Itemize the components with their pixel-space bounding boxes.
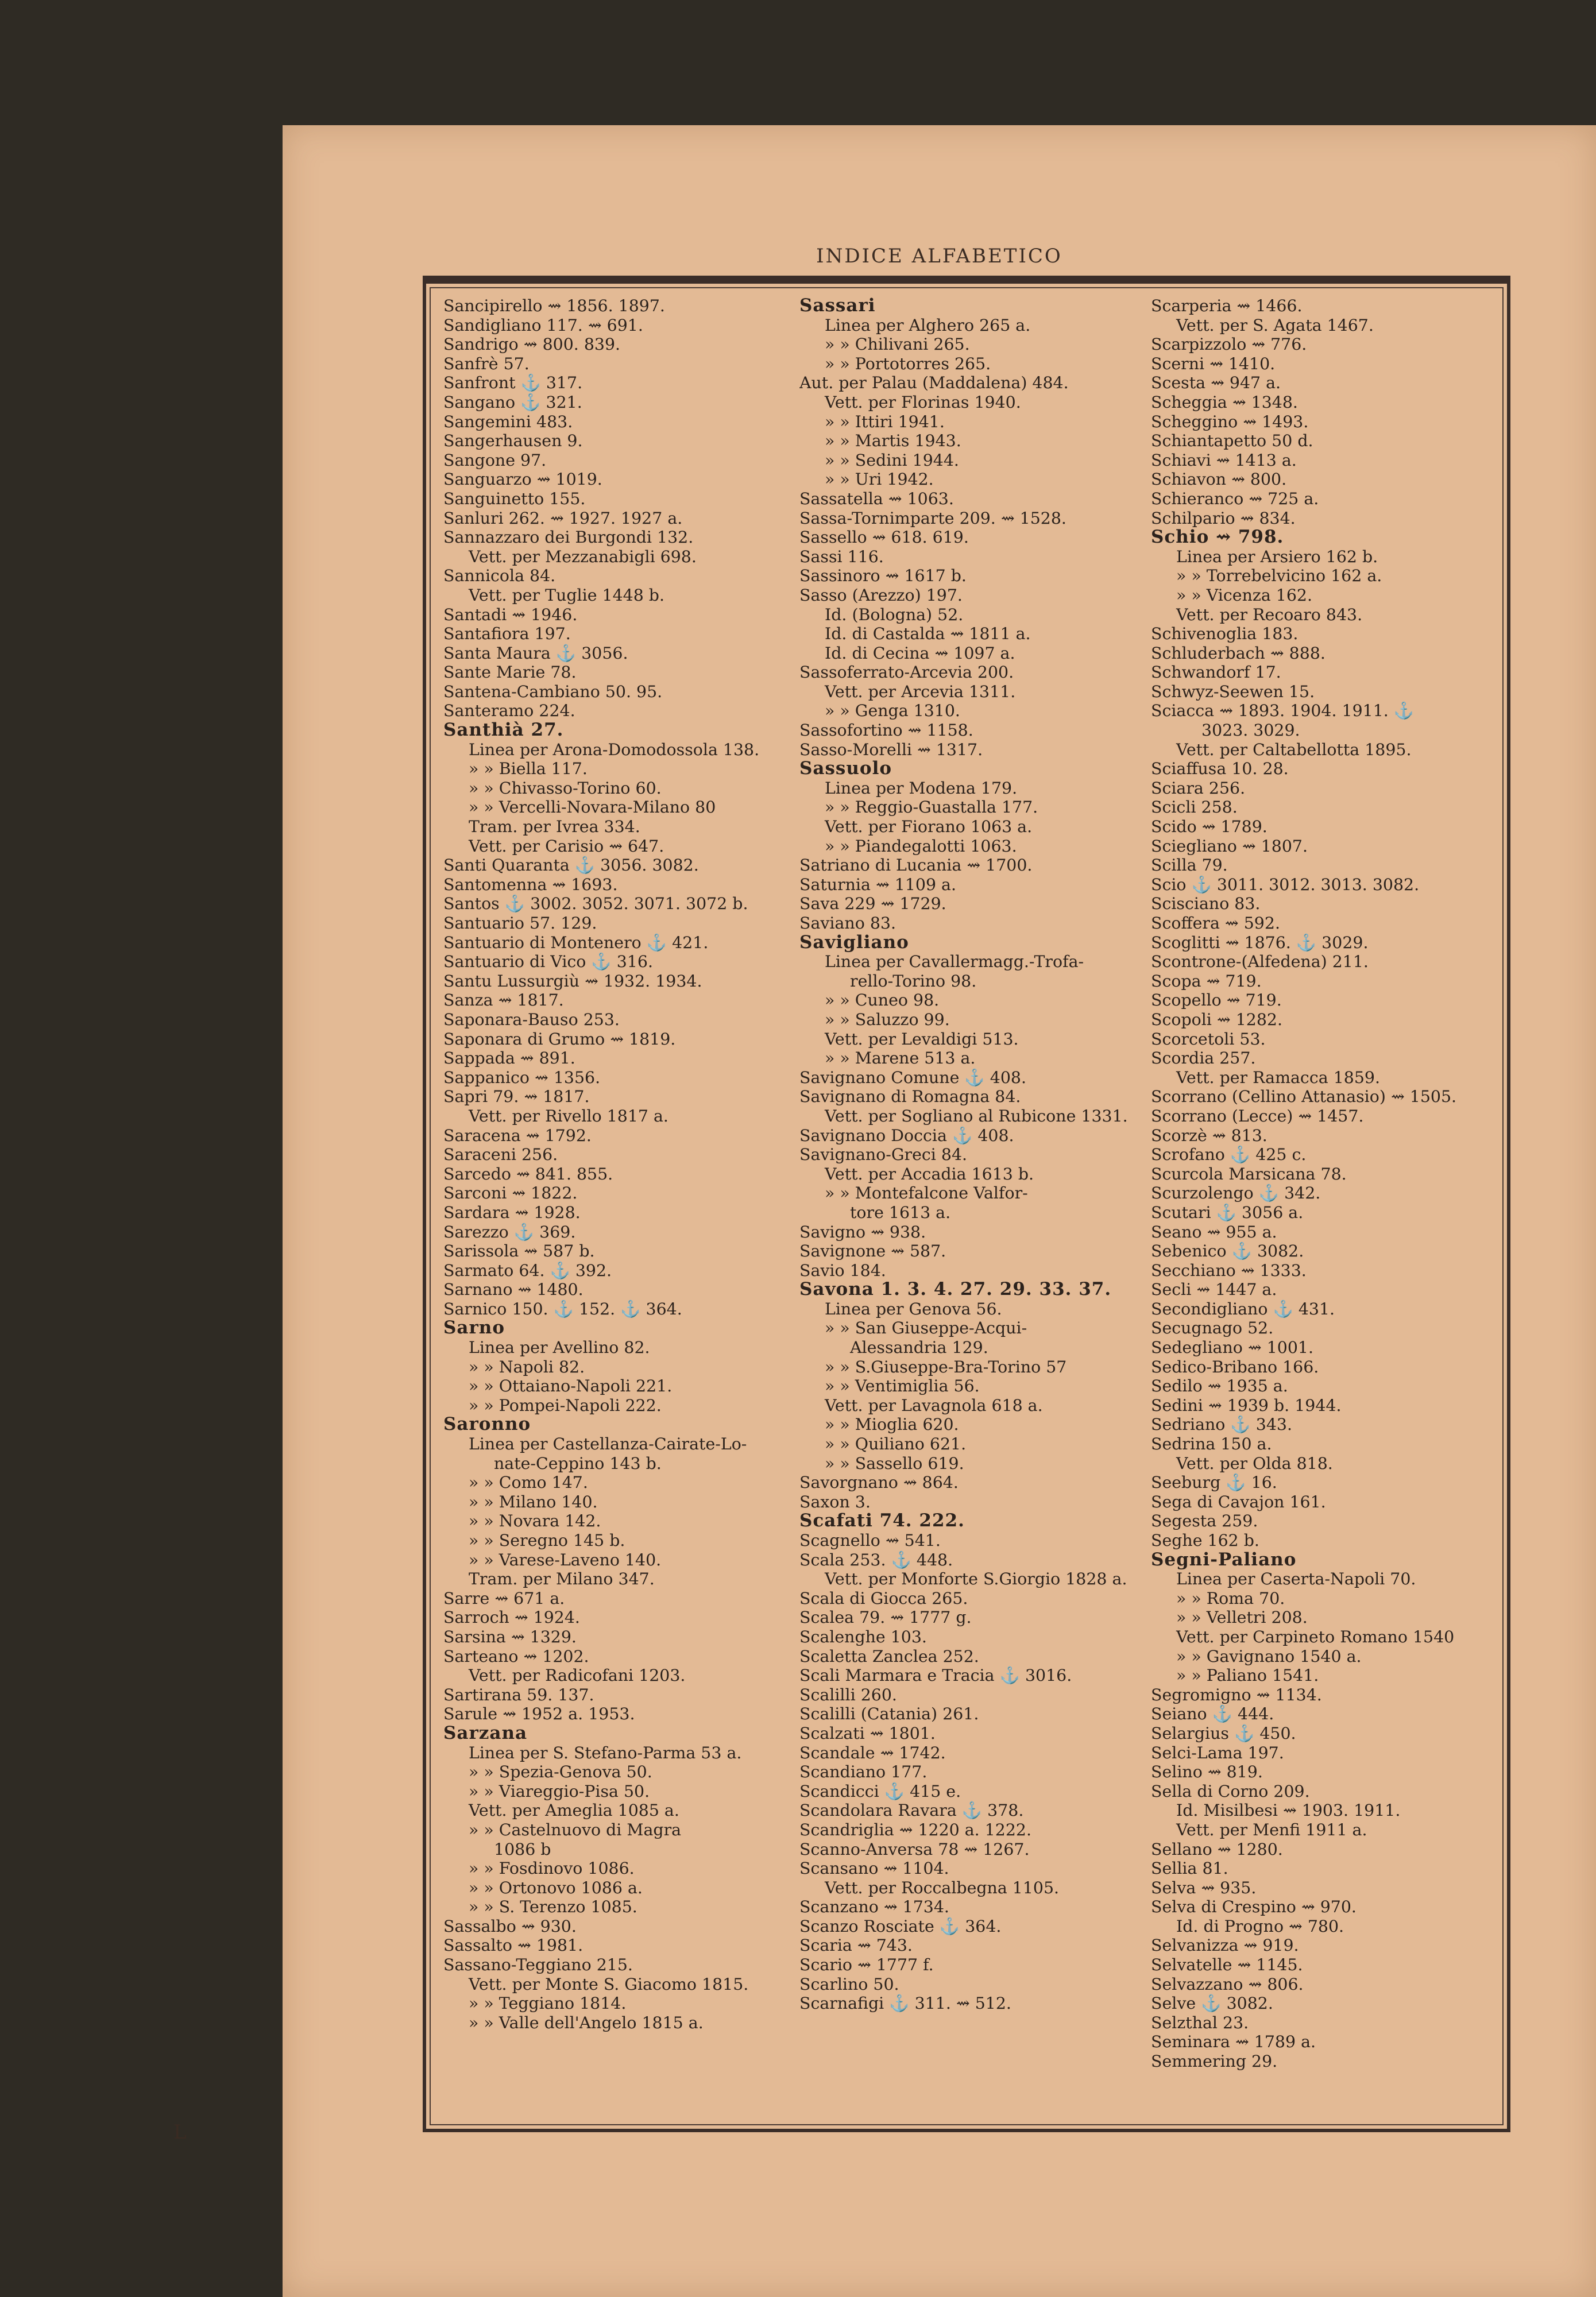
index-entry: Saturnia ⇝ 1109 a.	[799, 875, 956, 894]
index-entry: Scandolara Ravara ⚓ 378.	[799, 1801, 1024, 1820]
index-entry: Santuario di Vico ⚓ 316.	[443, 952, 654, 972]
index-entry: Id. (Bologna) 52.	[825, 605, 964, 624]
index-entry: Sarno	[443, 1318, 505, 1339]
index-entry: Scopoli ⇝ 1282.	[1151, 1010, 1282, 1029]
index-entry: Scicli 258.	[1151, 798, 1238, 817]
index-entry: Sardara ⇝ 1928.	[443, 1202, 581, 1222]
index-entry: » » Uri 1942.	[825, 470, 934, 489]
index-entry: » » Martis 1943.	[825, 431, 961, 451]
index-entry: Scaletta Zanclea 252.	[799, 1646, 979, 1666]
index-entry: Sedegliano ⇝ 1001.	[1151, 1338, 1313, 1358]
index-entry: Santi Quaranta ⚓ 3056. 3082.	[443, 856, 699, 875]
index-entry: Segni-Paliano	[1151, 1550, 1297, 1570]
index-entry: » » Montefalcone Valfor-	[825, 1184, 1028, 1203]
index-entry: Selvanizza ⇝ 919.	[1151, 1936, 1299, 1955]
index-entry: Sarnano ⇝ 1480.	[443, 1280, 583, 1300]
index-entry: Linea per Modena 179.	[825, 778, 1018, 798]
index-entry: Vett. per Mezzanabigli 698.	[469, 547, 697, 566]
index-entry: Linea per Arona-Domodossola 138.	[469, 740, 760, 759]
index-entry: nate-Ceppino 143 b.	[494, 1453, 662, 1473]
index-entry: » » Reggio-Guastalla 177.	[825, 798, 1038, 817]
index-entry: Santeramo 224.	[443, 701, 575, 721]
index-entry: Sarsina ⇝ 1329.	[443, 1627, 577, 1646]
index-entry: Scio ⚓ 3011. 3012. 3013. 3082.	[1151, 875, 1420, 894]
index-entry: Id. di Progno ⇝ 780.	[1176, 1916, 1344, 1936]
index-entry: Scrofano ⚓ 425 c.	[1151, 1145, 1307, 1165]
index-entry: Scoglitti ⇝ 1876. ⚓ 3029.	[1151, 933, 1369, 952]
index-entry: Savorgnano ⇝ 864.	[799, 1473, 959, 1492]
index-entry: Vett. per Tuglie 1448 b.	[469, 585, 664, 605]
index-entry: Sangemini 483.	[443, 412, 573, 431]
page-number: L	[173, 2121, 187, 2144]
index-entry: » » Chivasso-Torino 60.	[469, 778, 662, 798]
index-entry: Selzthal 23.	[1151, 2013, 1249, 2032]
index-entry: Scorrano (Cellino Attanasio) ⇝ 1505.	[1151, 1087, 1457, 1107]
index-entry: Sassoferrato-Arcevia 200.	[799, 663, 1014, 682]
index-entry: » » Novara 142.	[469, 1511, 601, 1531]
index-entry: rello-Torino 98.	[850, 971, 977, 991]
index-entry: Sandigliano 117. ⇝ 691.	[443, 315, 643, 335]
index-entry: Sassatella ⇝ 1063.	[799, 489, 954, 508]
index-entry: Sanfront ⚓ 317.	[443, 373, 583, 393]
index-entry: Scario ⇝ 1777 f.	[799, 1955, 934, 1975]
page-sheet	[283, 125, 1596, 2297]
index-entry: Selci-Lama 197.	[1151, 1743, 1284, 1762]
index-entry: Selino ⇝ 819.	[1151, 1762, 1263, 1782]
index-entry: Id. di Castalda ⇝ 1811 a.	[825, 624, 1031, 644]
index-entry: Secugnago 52.	[1151, 1318, 1274, 1338]
index-entry: Schiavon ⇝ 800.	[1151, 470, 1287, 489]
index-entry: Vett. per Roccalbegna 1105.	[825, 1878, 1060, 1897]
index-entry: Saponara-Bauso 253.	[443, 1010, 620, 1029]
index-entry: Sanluri 262. ⇝ 1927. 1927 a.	[443, 508, 683, 528]
index-entry: » » Castelnuovo di Magra	[469, 1820, 682, 1839]
index-entry: Saraceni 256.	[443, 1145, 558, 1165]
index-entry: Sedriano ⚓ 343.	[1151, 1415, 1292, 1434]
index-entry: Scerni ⇝ 1410.	[1151, 354, 1276, 373]
index-entry: Schwyz-Seewen 15.	[1151, 682, 1315, 701]
index-entry: » » Piandegalotti 1063.	[825, 836, 1017, 856]
index-entry: Vett. per S. Agata 1467.	[1176, 315, 1374, 335]
index-entry: Scilla 79.	[1151, 856, 1228, 875]
index-entry: Sappanico ⇝ 1356.	[443, 1068, 601, 1087]
index-entry: Savignano Doccia ⚓ 408.	[799, 1126, 1014, 1145]
index-entry: Scorrano (Lecce) ⇝ 1457.	[1151, 1106, 1364, 1126]
index-entry: Sarule ⇝ 1952 a. 1953.	[443, 1704, 635, 1724]
index-entry: Selva di Crespino ⇝ 970.	[1151, 1897, 1357, 1917]
index-entry: Sasso (Arezzo) 197.	[799, 585, 963, 605]
index-entry: 1086 b	[494, 1839, 551, 1859]
index-entry: Vett. per Ameglia 1085 a.	[469, 1801, 679, 1820]
index-entry: Scesta ⇝ 947 a.	[1151, 373, 1281, 393]
index-entry: Sarre ⇝ 671 a.	[443, 1588, 565, 1608]
index-entry: Alessandria 129.	[850, 1338, 988, 1358]
index-entry: Sangone 97.	[443, 450, 547, 470]
index-entry: Sciacca ⇝ 1893. 1904. 1911. ⚓	[1151, 701, 1415, 721]
index-entry: Secchiano ⇝ 1333.	[1151, 1260, 1307, 1280]
index-entry: Vett. per Monte S. Giacomo 1815.	[469, 1974, 749, 1994]
index-entry: Sassari	[799, 296, 876, 316]
index-entry: » » Chilivani 265.	[825, 335, 970, 354]
index-frame	[423, 276, 1510, 2132]
index-entry: Sartirana 59. 137.	[443, 1685, 594, 1704]
index-entry: Savio 184.	[799, 1260, 886, 1280]
index-entry: Santu Lussurgiù ⇝ 1932. 1934.	[443, 971, 702, 991]
index-entry: Seiano ⚓ 444.	[1151, 1704, 1274, 1724]
index-entry: Sarmato 64. ⚓ 392.	[443, 1260, 612, 1280]
index-entry: Sassalbo ⇝ 930.	[443, 1916, 577, 1936]
index-entry: Scheggia ⇝ 1348.	[1151, 392, 1298, 412]
index-entry: Sellia 81.	[1151, 1859, 1228, 1878]
index-entry: Scorzè ⇝ 813.	[1151, 1126, 1267, 1145]
index-entry: Savignano Comune ⚓ 408.	[799, 1068, 1027, 1087]
index-entry: Santomenna ⇝ 1693.	[443, 875, 618, 894]
index-entry: Vett. per Arcevia 1311.	[825, 682, 1016, 701]
index-entry: Sega di Cavajon 161.	[1151, 1492, 1326, 1511]
index-entry: » » Como 147.	[469, 1473, 588, 1492]
index-entry: Scurcola Marsicana 78.	[1151, 1164, 1347, 1184]
index-entry: Schluderbach ⇝ 888.	[1151, 643, 1326, 663]
index-entry: Vett. per Caltabellotta 1895.	[1176, 740, 1412, 759]
index-entry: Scanzo Rosciate ⚓ 364.	[799, 1916, 1002, 1936]
index-entry: » » Velletri 208.	[1176, 1608, 1308, 1627]
index-entry: » » Portotorres 265.	[825, 354, 991, 373]
index-entry: Scalea 79. ⇝ 1777 g.	[799, 1608, 972, 1627]
index-entry: Selve ⚓ 3082.	[1151, 1994, 1273, 2013]
index-entry: Vett. per Carisio ⇝ 647.	[469, 836, 664, 856]
index-entry: Scandriglia ⇝ 1220 a. 1222.	[799, 1820, 1032, 1839]
page-header: INDICE ALFABETICO	[816, 245, 1062, 268]
index-entry: Scansano ⇝ 1104.	[799, 1859, 949, 1878]
index-entry: Schilpario ⇝ 834.	[1151, 508, 1296, 528]
index-entry: Schio ⇝ 798.	[1151, 528, 1284, 547]
index-entry: Seeburg ⚓ 16.	[1151, 1473, 1277, 1492]
index-entry: » » Ottaiano-Napoli 221.	[469, 1376, 673, 1396]
index-entry: Sassofortino ⇝ 1158.	[799, 721, 973, 740]
index-entry: Scalenghe 103.	[799, 1627, 927, 1646]
index-entry: Santuario 57. 129.	[443, 914, 597, 933]
index-entry: Seghe 162 b.	[1151, 1531, 1259, 1550]
index-entry: Savignano-Greci 84.	[799, 1145, 968, 1165]
index-entry: Santuario di Montenero ⚓ 421.	[443, 933, 709, 952]
index-entry: » » Biella 117.	[469, 759, 588, 779]
index-entry: » » Ittiri 1941.	[825, 412, 945, 431]
index-entry: Sarezzo ⚓ 369.	[443, 1222, 576, 1242]
index-entry: Linea per Cavallermagg.-Trofa-	[825, 952, 1084, 972]
index-entry: Santena-Cambiano 50. 95.	[443, 682, 663, 701]
index-entry: Vett. per Fiorano 1063 a.	[825, 817, 1033, 837]
index-entry: Linea per Avellino 82.	[469, 1338, 650, 1358]
index-entry: Savigno ⇝ 938.	[799, 1222, 926, 1242]
index-entry: Scali Marmara e Tracia ⚓ 3016.	[799, 1666, 1072, 1685]
index-entry: Sandrigo ⇝ 800. 839.	[443, 335, 621, 354]
index-entry: » » S. Terenzo 1085.	[469, 1897, 637, 1917]
index-entry: Sarconi ⇝ 1822.	[443, 1184, 578, 1203]
index-entry: Saronno	[443, 1415, 531, 1435]
index-entry: Scarperia ⇝ 1466.	[1151, 296, 1303, 315]
index-entry: Vett. per Radicofani 1203.	[469, 1666, 686, 1685]
index-entry: » » Vercelli-Novara-Milano 80	[469, 798, 716, 817]
index-entry: Sedilo ⇝ 1935 a.	[1151, 1376, 1288, 1396]
index-entry: » » Spezia-Genova 50.	[469, 1762, 652, 1782]
index-entry: Savona 1. 3. 4. 27. 29. 33. 37.	[799, 1280, 1112, 1300]
index-entry: » » Napoli 82.	[469, 1357, 585, 1376]
index-entry: » » Milano 140.	[469, 1492, 598, 1511]
index-entry: Sellano ⇝ 1280.	[1151, 1839, 1283, 1859]
index-entry: Scorcetoli 53.	[1151, 1029, 1266, 1049]
index-entry: Sappada ⇝ 891.	[443, 1049, 575, 1068]
index-entry: Sassalto ⇝ 1981.	[443, 1936, 583, 1955]
index-entry: Scarnafigi ⚓ 311. ⇝ 512.	[799, 1994, 1011, 2013]
index-entry: Santafiora 197.	[443, 624, 571, 644]
index-entry: Sarzana	[443, 1723, 528, 1743]
index-entry: » » Roma 70.	[1176, 1588, 1285, 1608]
index-entry: Sante Marie 78.	[443, 663, 577, 682]
index-entry: Linea per Genova 56.	[825, 1299, 1002, 1318]
index-entry: » » Valle dell'Angelo 1815 a.	[469, 2013, 704, 2032]
index-entry: Sanguarzo ⇝ 1019.	[443, 470, 602, 489]
index-entry: Scontrone-(Alfedena) 211.	[1151, 952, 1369, 972]
index-entry: Santos ⚓ 3002. 3052. 3071. 3072 b.	[443, 894, 748, 914]
index-entry: » » San Giuseppe-Acqui-	[825, 1318, 1027, 1338]
index-entry: » » Ortonovo 1086 a.	[469, 1878, 643, 1897]
index-entry: Sassano-Teggiano 215.	[443, 1955, 633, 1975]
index-entry: » » Teggiano 1814.	[469, 1994, 627, 2013]
index-entry: Sarroch ⇝ 1924.	[443, 1608, 580, 1627]
index-entry: Scopello ⇝ 719.	[1151, 991, 1282, 1010]
index-entry: Scurzolengo ⚓ 342.	[1151, 1184, 1321, 1203]
index-entry: Linea per Alghero 265 a.	[825, 315, 1031, 335]
index-entry: Scutari ⚓ 3056 a.	[1151, 1202, 1304, 1222]
index-entry: » » Varese-Laveno 140.	[469, 1550, 662, 1569]
index-entry: Sebenico ⚓ 3082.	[1151, 1242, 1304, 1261]
index-entry: Schiantapetto 50 d.	[1151, 431, 1313, 451]
index-entry: Sassa-Tornimparte 209. ⇝ 1528.	[799, 508, 1066, 528]
index-entry: Sanfrè 57.	[443, 354, 530, 373]
index-entry: Scandiano 177.	[799, 1762, 928, 1782]
index-entry: Vett. per Accadia 1613 b.	[825, 1164, 1034, 1184]
index-entry: » » Quiliano 621.	[825, 1434, 967, 1454]
index-entry: Sciaffusa 10. 28.	[1151, 759, 1289, 779]
index-entry: Linea per Arsiero 162 b.	[1176, 547, 1378, 566]
index-entry: Scafati 74. 222.	[799, 1511, 965, 1531]
index-entry: Savignano di Romagna 84.	[799, 1087, 1021, 1107]
index-entry: Sassello ⇝ 618. 619.	[799, 528, 969, 547]
index-entry: Selvatelle ⇝ 1145.	[1151, 1955, 1303, 1975]
index-entry: Sciara 256.	[1151, 778, 1246, 798]
index-entry: Santhià 27.	[443, 721, 564, 740]
index-entry: Tram. per Milano 347.	[469, 1569, 655, 1589]
index-entry: » » Sassello 619.	[825, 1453, 964, 1473]
index-entry: Saxon 3.	[799, 1492, 871, 1511]
index-entry: Vett. per Rivello 1817 a.	[469, 1106, 668, 1126]
index-column-3	[1151, 296, 1495, 2071]
index-entry: Scala 253. ⚓ 448.	[799, 1550, 953, 1569]
index-entry: Linea per Caserta-Napoli 70.	[1176, 1569, 1416, 1589]
index-entry: » » Paliano 1541.	[1176, 1666, 1319, 1685]
index-entry: Sarnico 150. ⚓ 152. ⚓ 364.	[443, 1299, 682, 1318]
index-entry: » » Pompei-Napoli 222.	[469, 1395, 662, 1415]
index-entry: Sarcedo ⇝ 841. 855.	[443, 1164, 613, 1184]
index-entry: Scarlino 50.	[799, 1974, 899, 1994]
index-entry: Sella di Corno 209.	[1151, 1781, 1310, 1801]
index-entry: Vett. per Lavagnola 618 a.	[825, 1395, 1043, 1415]
index-entry: Semmering 29.	[1151, 2052, 1278, 2071]
index-entry: tore 1613 a.	[850, 1202, 951, 1222]
index-entry: Scandicci ⚓ 415 e.	[799, 1781, 961, 1801]
index-entry: Scalzati ⇝ 1801.	[799, 1723, 936, 1743]
index-entry: Schieranco ⇝ 725 a.	[1151, 489, 1319, 508]
index-entry: Schwandorf 17.	[1151, 663, 1281, 682]
index-entry: Sarteano ⇝ 1202.	[443, 1646, 589, 1666]
index-entry: » » Saluzzo 99.	[825, 1010, 950, 1029]
index-entry: Santadi ⇝ 1946.	[443, 605, 578, 624]
index-entry: » » Fosdinovo 1086.	[469, 1859, 635, 1878]
index-entry: Sava 229 ⇝ 1729.	[799, 894, 946, 914]
index-entry: Savigliano	[799, 933, 909, 953]
index-entry: 3023. 3029.	[1201, 721, 1300, 740]
index-entry: Scagnello ⇝ 541.	[799, 1531, 941, 1550]
index-entry: Scisciano 83.	[1151, 894, 1261, 914]
index-entry: Seano ⇝ 955 a.	[1151, 1222, 1277, 1242]
index-entry: Sedrina 150 a.	[1151, 1434, 1272, 1454]
index-entry: Satriano di Lucania ⇝ 1700.	[799, 856, 1033, 875]
index-entry: Id. di Cecina ⇝ 1097 a.	[825, 643, 1015, 663]
index-entry: Secli ⇝ 1447 a.	[1151, 1280, 1277, 1300]
index-entry: Sanza ⇝ 1817.	[443, 991, 564, 1010]
index-entry: Saviano 83.	[799, 914, 896, 933]
index-entry: » » Ventimiglia 56.	[825, 1376, 980, 1396]
index-entry: Sedini ⇝ 1939 b. 1944.	[1151, 1395, 1342, 1415]
index-entry: Sannazzaro dei Burgondi 132.	[443, 528, 694, 547]
index-entry: Sedico-Bribano 166.	[1151, 1357, 1319, 1376]
index-entry: Sciegliano ⇝ 1807.	[1151, 836, 1308, 856]
index-entry: Vett. per Sogliano al Rubicone 1331.	[825, 1106, 1128, 1126]
index-entry: Sanguinetto 155.	[443, 489, 586, 508]
index-entry: Vett. per Menfi 1911 a.	[1176, 1820, 1367, 1839]
index-column-2	[799, 296, 1144, 2013]
index-entry: » » Seregno 145 b.	[469, 1531, 625, 1550]
index-entry: Scarpizzolo ⇝ 776.	[1151, 335, 1307, 354]
index-entry: Segesta 259.	[1151, 1511, 1258, 1531]
index-entry: Sassinoro ⇝ 1617 b.	[799, 566, 967, 586]
index-entry: Sangerhausen 9.	[443, 431, 583, 451]
index-entry: Scalilli (Catania) 261.	[799, 1704, 979, 1724]
index-entry: Scoffera ⇝ 592.	[1151, 914, 1280, 933]
index-entry: Sancipirello ⇝ 1856. 1897.	[443, 296, 665, 315]
index-entry: Sangano ⚓ 321.	[443, 392, 582, 412]
index-entry: Linea per Castellanza-Cairate-Lo-	[469, 1434, 747, 1454]
index-entry: Selvazzano ⇝ 806.	[1151, 1974, 1304, 1994]
index-entry: Scaria ⇝ 743.	[799, 1936, 913, 1955]
index-entry: Linea per S. Stefano-Parma 53 a.	[469, 1743, 742, 1762]
index-entry: » » S.Giuseppe-Bra-Torino 57	[825, 1357, 1067, 1376]
index-entry: Vett. per Monforte S.Giorgio 1828 a.	[825, 1569, 1127, 1589]
index-entry: » » Mioglia 620.	[825, 1415, 959, 1434]
index-entry: Id. Misilbesi ⇝ 1903. 1911.	[1176, 1801, 1401, 1820]
index-entry: Scala di Giocca 265.	[799, 1588, 968, 1608]
index-entry: Sapri 79. ⇝ 1817.	[443, 1087, 590, 1107]
index-entry: Scanno-Anversa 78 ⇝ 1267.	[799, 1839, 1030, 1859]
index-entry: » » Viareggio-Pisa 50.	[469, 1781, 650, 1801]
index-entry: Santa Maura ⚓ 3056.	[443, 643, 628, 663]
index-entry: Schiavi ⇝ 1413 a.	[1151, 450, 1297, 470]
index-entry: Vett. per Ramacca 1859.	[1176, 1068, 1380, 1087]
index-entry: Tram. per Ivrea 334.	[469, 817, 640, 837]
index-entry: » » Genga 1310.	[825, 701, 960, 721]
index-entry: Sassuolo	[799, 759, 892, 779]
index-entry: » » Gavignano 1540 a.	[1176, 1646, 1362, 1666]
index-entry: Sasso-Morelli ⇝ 1317.	[799, 740, 983, 759]
index-entry: Secondigliano ⚓ 431.	[1151, 1299, 1335, 1318]
index-entry: Seminara ⇝ 1789 a.	[1151, 2032, 1316, 2052]
index-entry: Vett. per Olda 818.	[1176, 1453, 1333, 1473]
index-entry: » » Marene 513 a.	[825, 1049, 976, 1068]
index-entry: Scalilli 260.	[799, 1685, 897, 1704]
index-entry: » » Sedini 1944.	[825, 450, 959, 470]
index-entry: Scido ⇝ 1789.	[1151, 817, 1267, 837]
index-entry: Vett. per Levaldigi 513.	[825, 1029, 1019, 1049]
index-entry: Saponara di Grumo ⇝ 1819.	[443, 1029, 676, 1049]
index-entry: Scordia 257.	[1151, 1049, 1256, 1068]
index-entry: Vett. per Florinas 1940.	[825, 392, 1021, 412]
index-entry: Selargius ⚓ 450.	[1151, 1723, 1296, 1743]
index-entry: Scandale ⇝ 1742.	[799, 1743, 946, 1762]
index-entry: Selva ⇝ 935.	[1151, 1878, 1257, 1897]
index-entry: Scanzano ⇝ 1734.	[799, 1897, 949, 1917]
index-entry: Saracena ⇝ 1792.	[443, 1126, 592, 1145]
index-entry: » » Vicenza 162.	[1176, 585, 1312, 605]
index-entry: Aut. per Palau (Maddalena) 484.	[799, 373, 1069, 393]
index-entry: Segromigno ⇝ 1134.	[1151, 1685, 1322, 1704]
index-entry: Savignone ⇝ 587.	[799, 1242, 946, 1261]
index-column-1	[443, 296, 788, 2032]
index-entry: Sarissola ⇝ 587 b.	[443, 1242, 595, 1261]
index-entry: Vett. per Carpineto Romano 1540	[1176, 1627, 1455, 1646]
index-entry: Scopa ⇝ 719.	[1151, 971, 1262, 991]
index-entry: Sassi 116.	[799, 547, 884, 566]
index-entry: Sannicola 84.	[443, 566, 556, 586]
index-entry: Schivenoglia 183.	[1151, 624, 1299, 644]
index-entry: Scheggino ⇝ 1493.	[1151, 412, 1309, 431]
index-entry: » » Cuneo 98.	[825, 991, 940, 1010]
index-entry: » » Torrebelvicino 162 a.	[1176, 566, 1382, 586]
index-entry: Vett. per Recoaro 843.	[1176, 605, 1363, 624]
